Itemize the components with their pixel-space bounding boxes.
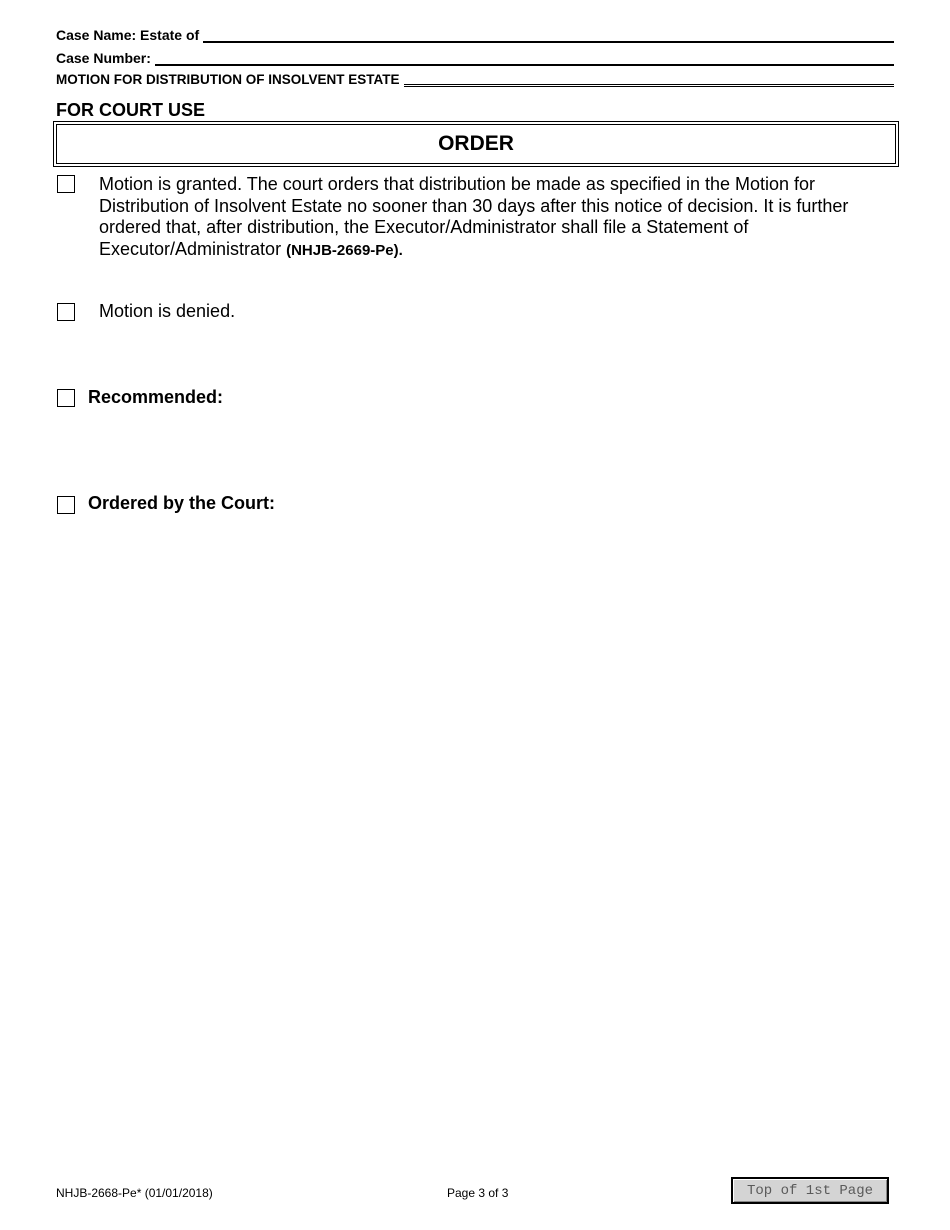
recommended-checkbox[interactable] bbox=[57, 389, 75, 407]
granted-body: Motion is granted. The court orders that distribution be made as specified in the Motion for Distribution of Insolvent Estate no sooner than 30 days after this notice of decision. It is further ordered that, after distribution, the Executor/Administrator shall file a Statement of Executor/Administrator bbox=[99, 174, 849, 259]
case-name-label: Case Name: Estate of bbox=[56, 27, 200, 43]
denied-text: Motion is denied. bbox=[99, 301, 236, 321]
page-number: Page 3 of 3 bbox=[447, 1186, 509, 1200]
granted-form-ref: (NHJB-2669-Pe). bbox=[286, 241, 403, 259]
recommended-label: Recommended: bbox=[88, 387, 224, 407]
case-number-field[interactable] bbox=[155, 52, 894, 66]
court-use-heading: FOR COURT USE bbox=[56, 100, 206, 120]
case-name-field[interactable] bbox=[203, 29, 894, 43]
granted-checkbox[interactable] bbox=[57, 175, 75, 193]
order-title-box bbox=[53, 121, 899, 167]
form-id: NHJB-2668-Pe* (01/01/2018) bbox=[56, 1186, 213, 1200]
form-title: MOTION FOR DISTRIBUTION OF INSOLVENT ESTATE bbox=[56, 72, 400, 87]
denied-checkbox[interactable] bbox=[57, 303, 75, 321]
case-number-label: Case Number: bbox=[56, 50, 151, 66]
form-title-row bbox=[56, 72, 894, 87]
case-name-row bbox=[56, 27, 894, 43]
top-of-first-page-button[interactable]: Top of 1st Page bbox=[731, 1177, 889, 1204]
ordered-label: Ordered by the Court: bbox=[88, 493, 276, 513]
case-number-row bbox=[56, 50, 894, 66]
granted-text bbox=[99, 174, 889, 261]
order-title: ORDER bbox=[438, 132, 514, 155]
ordered-checkbox[interactable] bbox=[57, 496, 75, 514]
form-title-rule bbox=[404, 74, 895, 87]
